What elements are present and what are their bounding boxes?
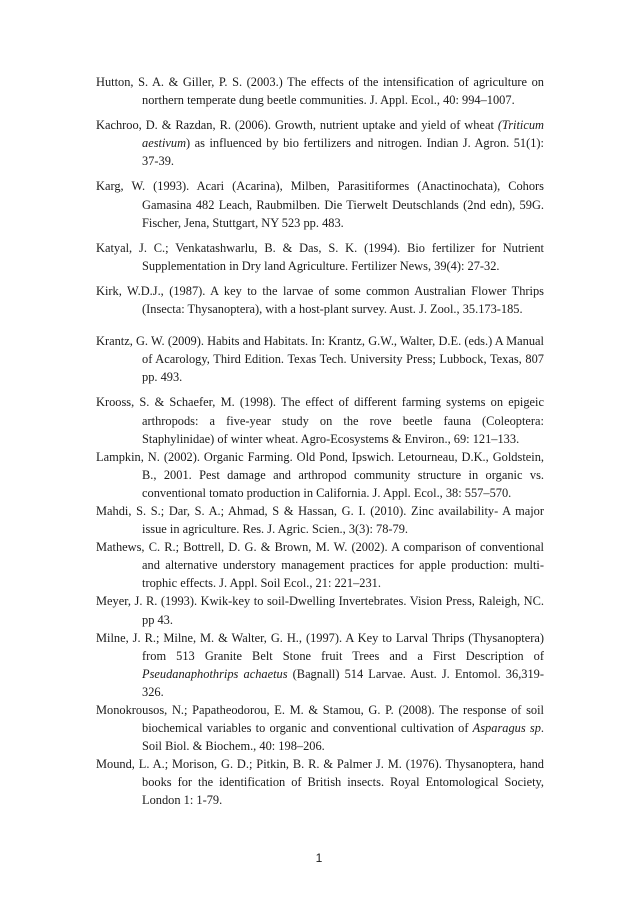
reference-text: Mathews, C. R.; Bottrell, D. G. & Brown, M. W. (2002). A comparison of conventional and alternative understory management practices for apple production: multi-trophic effects. J. Appl. Soil Ecol., 21: 221–231. (96, 540, 544, 591)
reference-text: Krantz, G. W. (2009). Habits and Habitats. In: Krantz, G.W., Walter, D.E. (eds.) A Manual of Acarology, Third Edition. Texas Tech. University Press; Lubbock, Texas, 807 pp. 493. (96, 334, 544, 385)
reference-list (96, 73, 544, 810)
reference-text: Karg, W. (1993). Acari (Acarina), Milben, Parasitiformes (Anactinochata), Cohors Gamasina 482 Leach, Raubmilben. Die Tierwelt Deutschlands (2nd edn), 59G. Fischer, Jena, Stuttgart, NY 523 pp. 483. (96, 179, 544, 230)
italic-text: Asparagus sp (472, 721, 541, 736)
italic-text: (Triticum aestivum (142, 118, 544, 151)
reference-text: Kachroo, D. & Razdan, R. (2006). Growth, nutrient uptake and yield of wheat (96, 118, 498, 133)
reference-entry (96, 629, 544, 701)
reference-text: Lampkin, N. (2002). Organic Farming. Old Pond, Ipswich. Letourneau, D.K., Goldstein, B., 2001. Pest damage and arthropod community structure in organic vs. conventional tomato production in California. J. Appl. Ecol., 38: 557–570. (96, 449, 544, 500)
reference-entry (96, 701, 544, 755)
reference-text: (Bagnall) 514 Larvae. Aust. J. Entomol. 36,319-326. (142, 666, 545, 699)
reference-entry (96, 592, 544, 628)
reference-entry (96, 538, 544, 592)
reference-entry (96, 282, 544, 318)
reference-text: ) as influenced by bio fertilizers and nitrogen. Indian J. Agron. 51(1): 37-39. (142, 136, 544, 169)
reference-text: Milne, J. R.; Milne, M. & Walter, G. H., (1997). A Key to Larval Thrips (Thysanoptera) from 513 Granite Belt Stone fruit Trees and a First Description of (96, 630, 544, 663)
reference-text: . Soil Biol. & Biochem., 40: 198–206. (142, 721, 544, 754)
reference-entry (96, 502, 544, 538)
reference-text: Mahdi, S. S.; Dar, S. A.; Ahmad, S & Hassan, G. I. (2010). Zinc availability- A major issue in agriculture. Res. J. Agric. Scien., 3(3): 78-79. (96, 503, 544, 537)
reference-text: Katyal, J. C.; Venkatashwarlu, B. & Das, S. K. (1994). Bio fertilizer for Nutrient Supplementation in Dry land Agriculture. Fertilizer News, 39(4): 27-32. (96, 240, 544, 273)
reference-text: Monokrousos, N.; Papatheodorou, E. M. & Stamou, G. P. (2008). The response of soil biochemical variables to organic and conventional cultivation of (96, 703, 544, 736)
reference-text: Krooss, S. & Schaefer, M. (1998). The effect of different farming systems on epigeic arthropods: a five-year study on the rove beetle fauna (Coleoptera: Staphylinidae) of winter wheat. Agro-Ecosystems & Environ., 69: 121–133. (96, 395, 544, 446)
reference-text: Mound, L. A.; Morison, G. D.; Pitkin, B. R. & Palmer J. M. (1976). Thysanoptera, hand books for the identification of British insects. Royal Entomological Society, London 1: 1-79. (96, 757, 544, 808)
reference-entry (96, 448, 544, 502)
reference-entry (96, 177, 544, 231)
reference-entry (96, 393, 544, 447)
reference-text: Kirk, W.D.J., (1987). A key to the larvae of some common Australian Flower Thrips (Insecta: Thysanoptera), with a host-plant survey. Aust. J. Zool., 35.173-185. (96, 283, 544, 317)
reference-entry (96, 73, 544, 109)
reference-entry (96, 239, 544, 275)
reference-entry (96, 116, 544, 170)
reference-entry (96, 332, 544, 386)
reference-text: Hutton, S. A. & Giller, P. S. (2003.) The effects of the intensification of agriculture on northern temperate dung beetle communities. J. Appl. Ecol., 40: 994–1007. (96, 75, 544, 108)
reference-entry (96, 755, 544, 809)
page-number: 1 (315, 851, 323, 865)
italic-text: Pseudanaphothrips achaetus (142, 666, 288, 681)
reference-text: Meyer, J. R. (1993). Kwik-key to soil-Dwelling Invertebrates. Vision Press, Raleigh, NC. pp 43. (96, 594, 544, 627)
